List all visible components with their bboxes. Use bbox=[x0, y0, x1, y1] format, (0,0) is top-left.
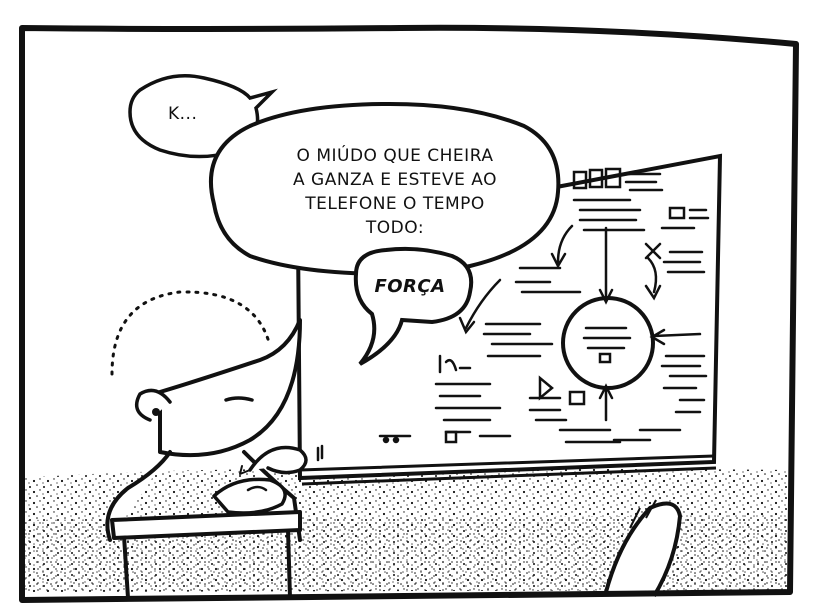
speech-line: O MIÚDO QUE CHEIRA bbox=[296, 146, 494, 166]
speech-text-small: K... bbox=[168, 104, 198, 124]
speech-line: A GANZA E ESTEVE AO bbox=[292, 170, 498, 190]
speech-text-main bbox=[250, 144, 540, 240]
speech-line: TODO: bbox=[365, 218, 425, 238]
speech-text-emphasis: FORÇA bbox=[374, 276, 446, 297]
speech-line: TELEFONE O TEMPO bbox=[305, 194, 485, 214]
